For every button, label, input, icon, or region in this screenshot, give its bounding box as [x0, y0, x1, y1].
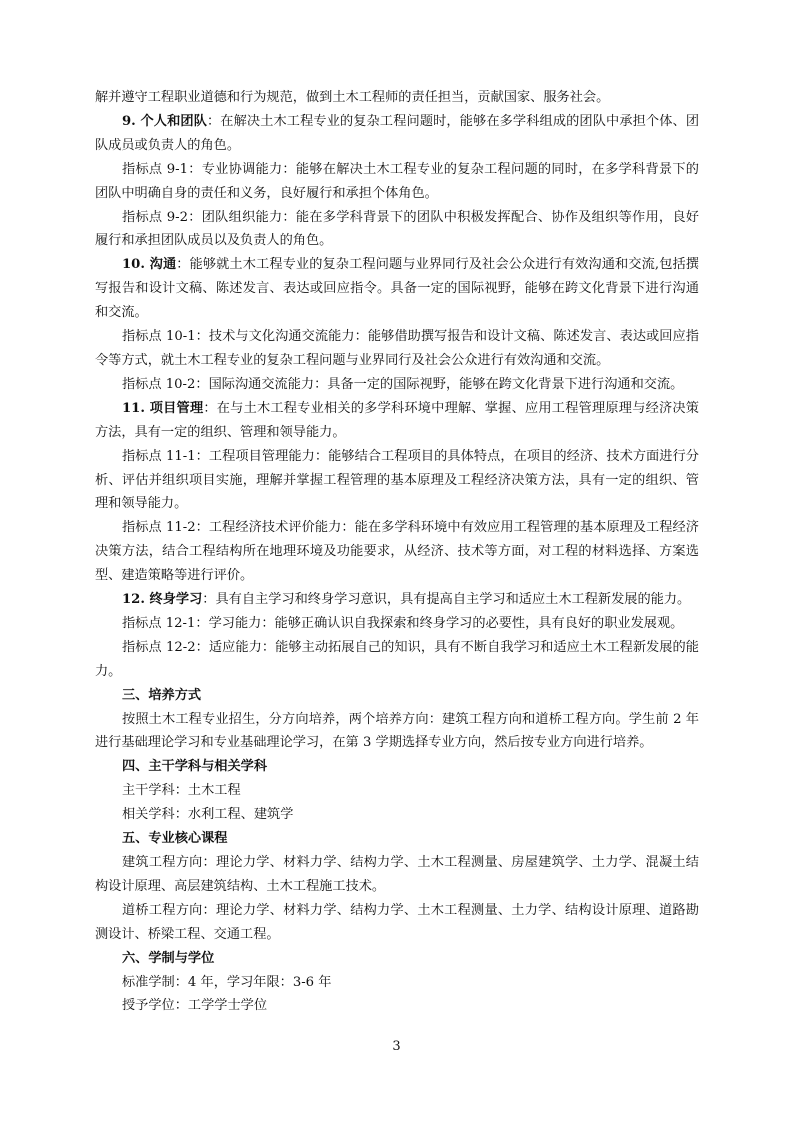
requirement-11: [95, 397, 699, 445]
requirement-12: [95, 588, 699, 612]
indicator-9-2: 指标点 9-2：团队组织能力：能在多学科背景下的团队中积极发挥配合、协作及组织等作用，良好履行和承担团队成员以及负责人的角色。: [95, 209, 699, 249]
section-6-title: 六、学制与学位: [122, 950, 215, 966]
building-courses: 建筑工程方向：理论力学、材料力学、结构力学、土木工程测量、房屋建筑学、土力学、混凝土结构设计原理、高层建筑结构、土木工程施工技术。: [95, 855, 699, 894]
indicator-9-1: 指标点 9-1：专业协调能力：能够在解决土木工程专业的复杂工程问题的同时，在多学科背景下的团队中明确自身的责任和义务，良好履行和承担个体角色。: [95, 161, 699, 201]
indicator-10-1: 指标点 10-1：技术与文化沟通交流能力：能够借助撰写报告和设计文稿、陈述发言、表达或回应指令等方式，就土木工程专业的复杂工程问题与业界同行及社会公众进行有效沟通和交流。: [95, 329, 699, 368]
related-disciplines: 相关学科：水利工程、建筑学: [122, 807, 294, 823]
requirement-9: [95, 110, 699, 158]
req-text: ：具有自主学习和终身学习意识，具有提高自主学习和适应土木工程新发展的能力。: [202, 592, 691, 608]
section-3-title: 三、培养方式: [122, 687, 202, 703]
req-number: 10.: [122, 257, 150, 273]
section-3-text: 按照土木工程专业招生，分方向培养，两个培养方向：建筑工程方向和道桥工程方向。学生前 2 年进行基础理论学习和专业基础理论学习，在第 3 学期选择专业方向，然后按专业方向进行培养。: [95, 711, 699, 751]
req-text: ：能够就土木工程专业的复杂工程问题与业界同行及社会公众进行有效沟通和交流,包括撰写报告和设计文稿、陈述发言、表达或回应指令。具备一定的国际视野，能够在跨文化背景下进行沟通和交流。: [95, 257, 699, 321]
indicator-11-1: 指标点 11-1：工程项目管理能力：能够结合工程项目的具体特点，在项目的经济、技术方面进行分析、评估并组织项目实施，理解并掌握工程管理的基本原理及工程经济决策方法，具有一定的组织、管理和领导能力。: [95, 448, 699, 512]
bridge-courses: 道桥工程方向：理论力学、材料力学、结构力学、土木工程测量、土力学、结构设计原理、道路勘测设计、桥梁工程、交通工程。: [95, 902, 699, 942]
req-number: 11.: [122, 400, 150, 416]
paragraph-continuation: 解并遵守工程职业道德和行为规范，做到土木工程师的责任担当，贡献国家、服务社会。: [95, 90, 610, 105]
indicator-11-2: 指标点 11-2：工程经济技术评价能力：能在多学科环境中有效应用工程管理的基本原理及工程经济决策方法，结合工程结构所在地理环境及功能要求，从经济、技术等方面，对工程的材料选择、方案选型、建造策略等进行评价。: [95, 520, 699, 584]
degree: 授予学位：工学学士学位: [122, 998, 268, 1014]
study-duration: 标准学制：4 年，学习年限：3-6 年: [122, 974, 332, 990]
indicator-12-1: 指标点 12-1：学习能力：能够正确认识自我探索和终身学习的必要性，具有良好的职业发展观。: [122, 615, 684, 631]
req-number: 12.: [122, 592, 150, 608]
req-heading: 项目管理: [149, 400, 204, 416]
req-heading: 终身学习: [149, 592, 203, 608]
indicator-10-2: 指标点 10-2：国际沟通交流能力：具备一定的国际视野，能够在跨文化背景下进行沟通和交流。: [122, 376, 684, 392]
page-number: 3: [392, 1039, 401, 1054]
req-heading: 沟通: [149, 257, 177, 273]
req-text: ：在与土木工程专业相关的多学科环境中理解、掌握、应用工程管理原理与经济决策方法，具有一定的组织、管理和领导能力。: [95, 400, 699, 440]
section-5-title: 五、专业核心课程: [122, 831, 228, 847]
req-text: ：在解决土木工程专业的复杂工程问题时，能够在多学科组成的团队中承担个体、团队成员或负责人的角色。: [95, 113, 700, 153]
req-heading: 个人和团队: [140, 113, 207, 129]
section-4-title: 四、主干学科与相关学科: [122, 759, 268, 775]
indicator-12-2: 指标点 12-2：适应能力：能够主动拓展自己的知识，具有不断自我学习和适应土木工程新发展的能力。: [95, 639, 699, 679]
req-number: 9.: [122, 113, 141, 129]
main-discipline: 主干学科：土木工程: [122, 783, 241, 799]
document-body: [95, 86, 699, 1018]
requirement-10: [95, 253, 699, 325]
